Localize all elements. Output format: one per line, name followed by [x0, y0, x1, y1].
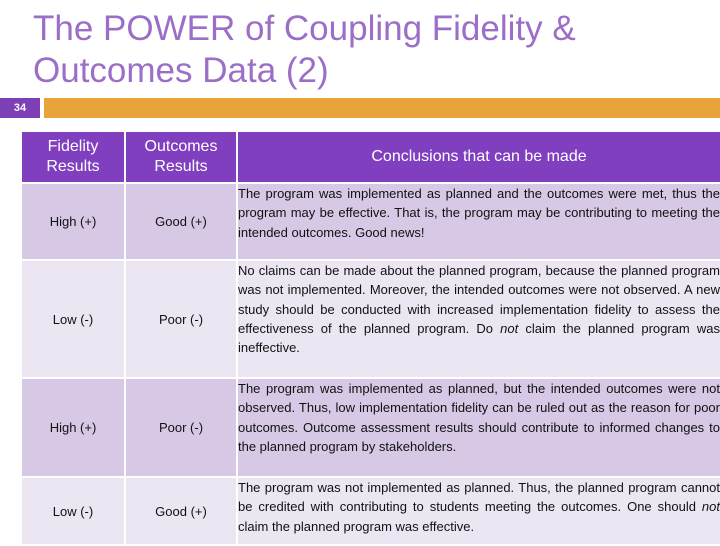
conclusion-cell	[237, 477, 720, 545]
conclusion-cell	[237, 260, 720, 378]
table-row	[21, 477, 720, 545]
outcomes-cell: Poor (-)	[125, 260, 237, 378]
conclusion-text: claim the planned program was ineffective.	[238, 320, 720, 356]
table-row	[21, 183, 720, 260]
outcomes-cell: Good (+)	[125, 477, 237, 545]
outcomes-cell: Good (+)	[125, 183, 237, 260]
fidelity-cell: Low (-)	[21, 260, 125, 378]
outcomes-cell: Poor (-)	[125, 378, 237, 477]
accent-bar	[44, 98, 720, 118]
header-fidelity-results: Fidelity Results	[21, 131, 125, 183]
header-conclusions: Conclusions that can be made	[237, 131, 720, 183]
fidelity-cell: Low (-)	[21, 477, 125, 545]
header-outcomes-results: Outcomes Results	[125, 131, 237, 183]
conclusion-text: claim the planned program was effective.	[238, 518, 475, 534]
conclusion-text: The program was not implemented as planned. Thus, the planned program cannot be credited with contributing to students meeting the outcomes. One should	[238, 480, 720, 515]
conclusion-cell: The program was implemented as planned, but the intended outcomes were not observed. Thus, low implementation fidelity can be ruled out as the reason for poor outcomes. Outcome assessment results should contribute to informed changes to the planned program by stakeholders.	[237, 378, 720, 477]
fidelity-cell: High (+)	[21, 378, 125, 477]
fidelity-outcomes-table	[20, 130, 720, 546]
conclusion-emphasis: not	[500, 320, 519, 336]
slide-number: 34	[0, 98, 40, 118]
table-row	[21, 260, 720, 378]
table-row	[21, 378, 720, 477]
slide-title: The POWER of Coupling Fidelity & Outcomes Data (2)	[33, 9, 576, 90]
conclusion-cell: The program was implemented as planned and the outcomes were met, thus the program may be effective. That is, the program may be contributing to meeting the intended outcomes. Good news!	[237, 183, 720, 260]
conclusion-emphasis: not	[701, 499, 720, 515]
conclusion-text: No claims can be made about the planned program, because the planned program was not implemented. Moreover, the intended outcomes were not observed. A new study should be conducted with increased implementation fidelity to assess the effectiveness of the planned program. Do	[238, 263, 720, 336]
table-header-row	[21, 131, 720, 183]
fidelity-cell: High (+)	[21, 183, 125, 260]
